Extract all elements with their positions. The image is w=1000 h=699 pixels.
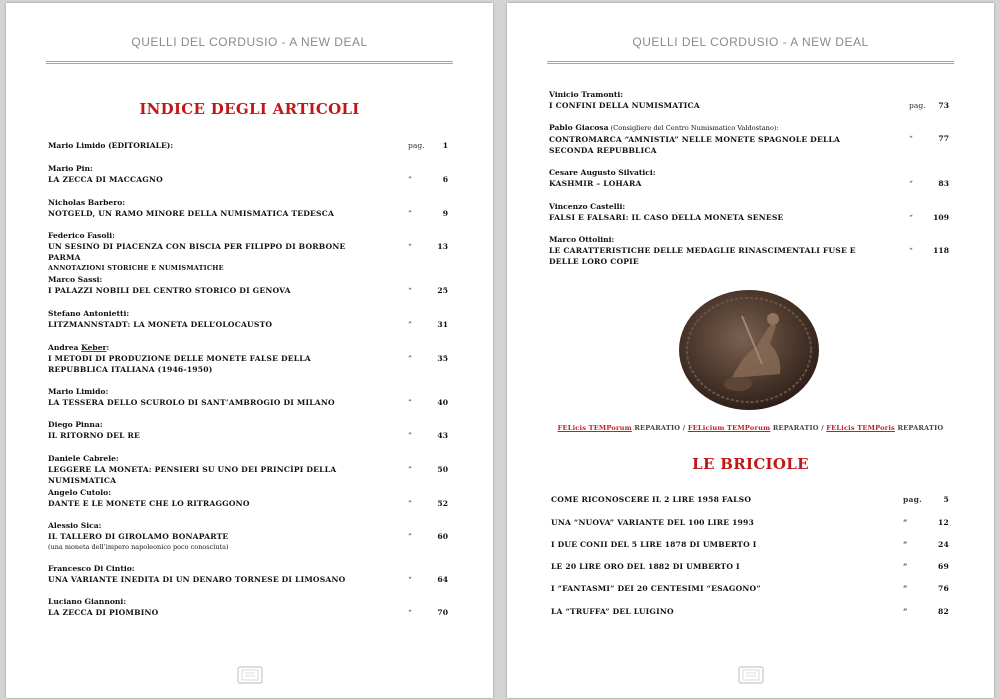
entry-page: 82 [938, 607, 949, 616]
entry-author-note: (Consigliere del Centro Numismatico Valdostano): [608, 124, 779, 132]
entry-page: 77 [938, 134, 949, 143]
coin-caption [507, 424, 994, 432]
entry-page: 83 [938, 179, 949, 188]
entry-page: 73 [938, 101, 949, 110]
toc-entry[interactable] [48, 487, 448, 509]
entry-page: 50 [437, 465, 448, 474]
entry-author: Nicholas Barbero: [48, 198, 126, 207]
footer-logo-icon [237, 666, 263, 684]
entry-author: Mario Limido (EDITORIALE): [48, 141, 174, 150]
entry-mark: “ [408, 242, 412, 251]
entry-article: LA TESSERA DELLO SCUROLO DI SANT’AMBROGIO DI MILANO [48, 398, 335, 407]
entry-author: Cesare Augusto Silvatici: [549, 168, 656, 177]
entry-author: Vincenzo Castelli: [549, 202, 626, 211]
toc-entry[interactable] [48, 308, 448, 330]
entry-article: UN SESINO DI PIACENZA CON BISCIA PER FILIPPO DI BORBONE PARMA [48, 242, 346, 262]
entry-article: IL TALLERO DI GIROLAMO BONAPARTE [48, 532, 229, 541]
entry-author: Alessio Sica: [48, 521, 102, 530]
entry-article: I METODI DI PRODUZIONE DELLE MONETE FALSE DELLA REPUBBLICA ITALIANA (1946-1950) [48, 354, 311, 374]
entry-mark: ” [408, 499, 412, 508]
entry-page: 6 [442, 175, 448, 184]
entry-author: Marco Ottolini: [549, 235, 615, 244]
entry-mark: “ [903, 540, 908, 549]
briciola-entry[interactable] [551, 583, 949, 594]
toc-entry[interactable] [48, 342, 448, 375]
entry-author: Vinicio Tramonti: [549, 90, 624, 99]
entry-mark: pag. [909, 101, 926, 110]
page-right [507, 3, 994, 698]
entry-author: Daniele Cabrele: [48, 454, 119, 463]
toc-entry[interactable] [549, 234, 949, 267]
toc-entry[interactable] [48, 520, 448, 553]
coin-image [672, 286, 827, 414]
entry-mark: “ [909, 213, 913, 222]
entry-page: 70 [437, 608, 448, 617]
briciola-text: I DUE CONII DEL 5 LIRE 1878 DI UMBERTO I [551, 540, 757, 549]
toc-entry[interactable] [48, 163, 448, 185]
entry-page: 5 [943, 495, 949, 504]
entry-mark: pag. [903, 495, 922, 504]
briciola-entry[interactable] [551, 606, 949, 617]
entry-page: 9 [442, 209, 448, 218]
entry-article: LEGGERE LA MONETA: PENSIERI SU UNO DEI PRINCÌPI DELLA NUMISMATICA [48, 465, 337, 485]
entry-article: LA ZECCA DI PIOMBINO [48, 608, 159, 617]
entry-page: 35 [437, 354, 448, 363]
entry-author: Pablo Giacosa [549, 123, 609, 132]
entry-author: Marco Sassi: [48, 275, 103, 284]
entry-page: 64 [437, 575, 448, 584]
index-title: INDICE DEGLI ARTICOLI [139, 100, 360, 118]
entry-article: CONTROMARCA “AMNISTIA” NELLE MONETE SPAGNOLE DELLA SECONDA REPUBBLICA [549, 135, 841, 155]
toc-entry[interactable] [549, 201, 949, 223]
briciole-title: LE BRICIOLE [692, 455, 809, 473]
entry-mark: “ [408, 608, 412, 617]
entry-mark: ” [408, 465, 412, 474]
toc-entry[interactable] [48, 140, 448, 151]
caption-part: REPARATIO / [631, 424, 688, 432]
entry-author: Mario Pin: [48, 164, 93, 173]
briciola-entry[interactable] [551, 494, 949, 505]
entry-article: FALSI E FALSARI: IL CASO DELLA MONETA SENESE [549, 213, 784, 222]
entry-author: Federico Fasoli: [48, 231, 115, 240]
toc-entry[interactable] [48, 419, 448, 441]
entry-article: DANTE E LE MONETE CHE LO RITRAGGONO [48, 499, 250, 508]
entry-article: I CONFINI DELLA NUMISMATICA [549, 101, 700, 110]
entry-mark: “ [903, 518, 908, 527]
entry-mark: “ [909, 179, 913, 188]
entry-note: (una moneta dell’impero napoleonico poco conosciuta) [48, 543, 229, 551]
toc-entry[interactable] [549, 122, 949, 156]
briciola-text: LA “TRUFFA” DEL LUIGINO [551, 607, 674, 616]
entry-page: 118 [933, 246, 949, 255]
entry-page: 60 [437, 532, 448, 541]
entry-article: NOTGELD, UN RAMO MINORE DELLA NUMISMATICA TEDESCA [48, 209, 335, 218]
entry-mark: “ [408, 575, 412, 584]
briciola-entry[interactable] [551, 539, 949, 550]
toc-entry[interactable] [48, 563, 448, 585]
entry-page: 12 [938, 518, 949, 527]
briciola-text: I “FANTASMI” DEI 20 CENTESIMI “ESAGONO” [551, 584, 761, 593]
entry-author: Francesco Di Cintio: [48, 564, 135, 573]
toc-entry[interactable] [48, 197, 448, 219]
entry-mark: “ [909, 134, 913, 143]
entry-mark: ” [408, 398, 412, 407]
entry-page: 109 [933, 213, 949, 222]
entry-mark: ” [408, 431, 412, 440]
entry-article: LITZMANNSTADT: LA MONETA DELL’OLOCAUSTO [48, 320, 273, 329]
entry-mark: ” [408, 532, 412, 541]
caption-part: REPARATIO / [770, 424, 827, 432]
caption-part-red: FELicium TEMPorum [687, 424, 771, 432]
entry-page: 13 [437, 242, 448, 251]
entry-note: ANNOTAZIONI STORICHE E NUMISMATICHE [48, 264, 224, 272]
header-rule [547, 61, 954, 64]
entry-author-line [549, 122, 949, 134]
caption-part-red: FELicis TEMPoris [826, 424, 895, 432]
entry-mark: “ [903, 562, 908, 571]
entry-mark: “ [408, 286, 412, 295]
entry-article: KASHMIR – LOHARA [549, 179, 642, 188]
entry-author: Diego Pinna: [48, 420, 103, 429]
toc-entry[interactable] [549, 89, 949, 111]
entry-author: Andrea Keber: [48, 343, 110, 352]
entry-page: 1 [442, 141, 448, 150]
entry-page: 43 [437, 431, 448, 440]
entry-page: 25 [437, 286, 448, 295]
toc-entry[interactable] [48, 230, 448, 274]
caption-part: REPARATIO [894, 424, 944, 432]
running-header: QUELLI DEL CORDUSIO - A NEW DEAL [131, 35, 368, 49]
entry-author: Luciano Giannoni: [48, 597, 127, 606]
entry-mark: ” [408, 354, 412, 363]
briciola-entry[interactable] [551, 517, 949, 528]
entry-page: 24 [938, 540, 949, 549]
entry-mark: ” [408, 209, 412, 218]
entry-author: Mario Limido: [48, 387, 109, 396]
toc-entry[interactable] [549, 167, 949, 189]
entry-article: IL RITORNO DEL RE [48, 431, 141, 440]
entry-author: Angelo Cutolo: [48, 488, 112, 497]
toc-entry[interactable] [48, 274, 448, 296]
footer-logo-icon [738, 666, 764, 684]
entry-page: 76 [938, 584, 949, 593]
briciola-entry[interactable] [551, 561, 949, 572]
briciola-text: LE 20 LIRE ORO DEL 1882 DI UMBERTO I [551, 562, 740, 571]
briciola-text: COME RICONOSCERE IL 2 LIRE 1958 FALSO [551, 495, 752, 504]
entry-page: 31 [437, 320, 448, 329]
entry-page: 40 [437, 398, 448, 407]
entry-mark: “ [903, 607, 908, 616]
entry-mark: “ [909, 246, 913, 255]
entry-page: 52 [437, 499, 448, 508]
entry-mark: pag. [408, 141, 425, 150]
entry-author: Stefano Antonietti: [48, 309, 130, 318]
entry-mark: “ [903, 584, 908, 593]
entry-article: LA ZECCA DI MACCAGNO [48, 175, 163, 184]
caption-part-red: FELicis TEMPorum [557, 424, 632, 432]
running-header: QUELLI DEL CORDUSIO - A NEW DEAL [632, 35, 869, 49]
toc-entry[interactable] [48, 453, 448, 486]
header-rule [46, 61, 453, 64]
entry-mark: ” [408, 175, 412, 184]
entry-page: 69 [938, 562, 949, 571]
toc-entry[interactable] [48, 386, 448, 408]
briciola-text: UNA “NUOVA” VARIANTE DEL 100 LIRE 1993 [551, 518, 755, 527]
entry-article: I PALAZZI NOBILI DEL CENTRO STORICO DI GENOVA [48, 286, 291, 295]
entry-article: LE CARATTERISTICHE DELLE MEDAGLIE RINASCIMENTALI FUSE E DELLE LORO COPIE [549, 246, 856, 266]
page-left [6, 3, 493, 698]
toc-entry[interactable] [48, 596, 448, 618]
entry-article: UNA VARIANTE INEDITA DI UN DENARO TORNESE DI LIMOSANO [48, 575, 346, 584]
entry-mark: ” [408, 320, 412, 329]
